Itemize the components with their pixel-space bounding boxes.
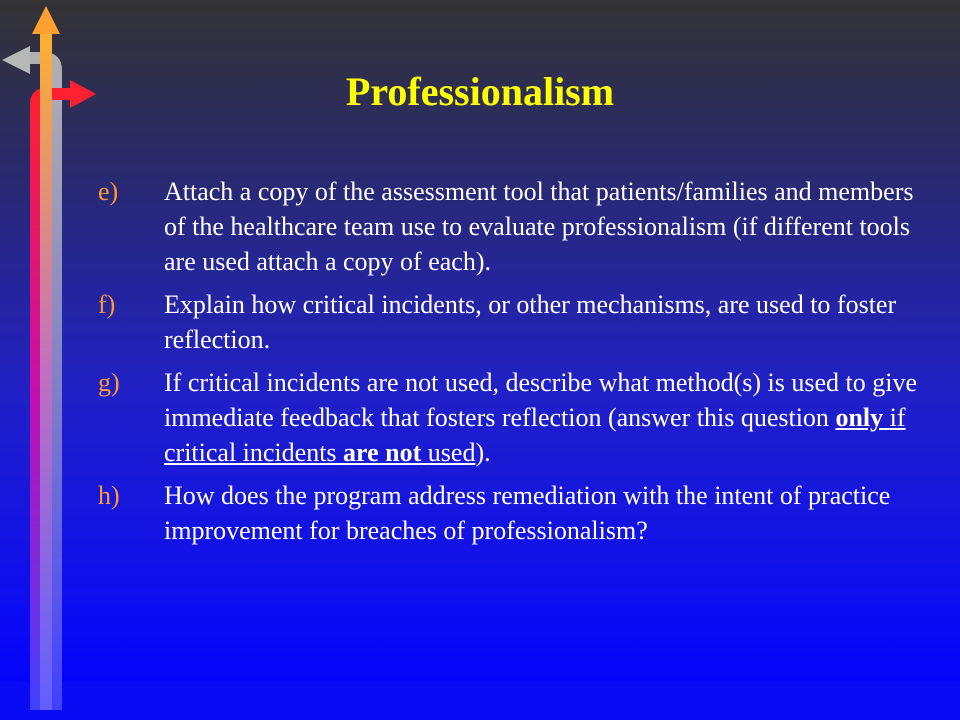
list-marker: f) — [98, 290, 116, 319]
list-item-text: Explain how critical incidents, or other mechanisms, are used to foster reflection. — [164, 290, 897, 354]
emphasis-only: only — [835, 403, 884, 432]
list-item-e — [98, 174, 938, 279]
bottom-band — [0, 682, 960, 720]
list-item-text-start: If critical incidents are not used, describe what method(s) is used to give immediate feedback that fosters reflection (answer this question — [164, 368, 918, 432]
list-marker: e) — [98, 177, 119, 206]
bullet-list — [98, 174, 938, 556]
slide-title: Professionalism — [345, 69, 615, 114]
list-item-text-used: used — [427, 438, 476, 467]
emphasis-are-not: are not — [343, 438, 422, 467]
list-marker: h) — [98, 481, 120, 510]
list-item-text: How does the program address remediation with the intent of practice improvement for breaches of professionalism? — [164, 481, 891, 545]
list-item-g — [98, 365, 938, 470]
list-marker: g) — [98, 368, 120, 397]
list-item-text: Attach a copy of the assessment tool that patients/families and members of the healthcare team use to evaluate professionalism (if different tools are used attach a copy of each). — [164, 177, 914, 276]
list-item-text-end: ). — [475, 438, 491, 467]
list-item-text-mid: if critical incidents — [164, 403, 906, 467]
list-item-text — [164, 368, 917, 467]
list-item-f — [98, 287, 938, 357]
list-item-h — [98, 478, 938, 548]
